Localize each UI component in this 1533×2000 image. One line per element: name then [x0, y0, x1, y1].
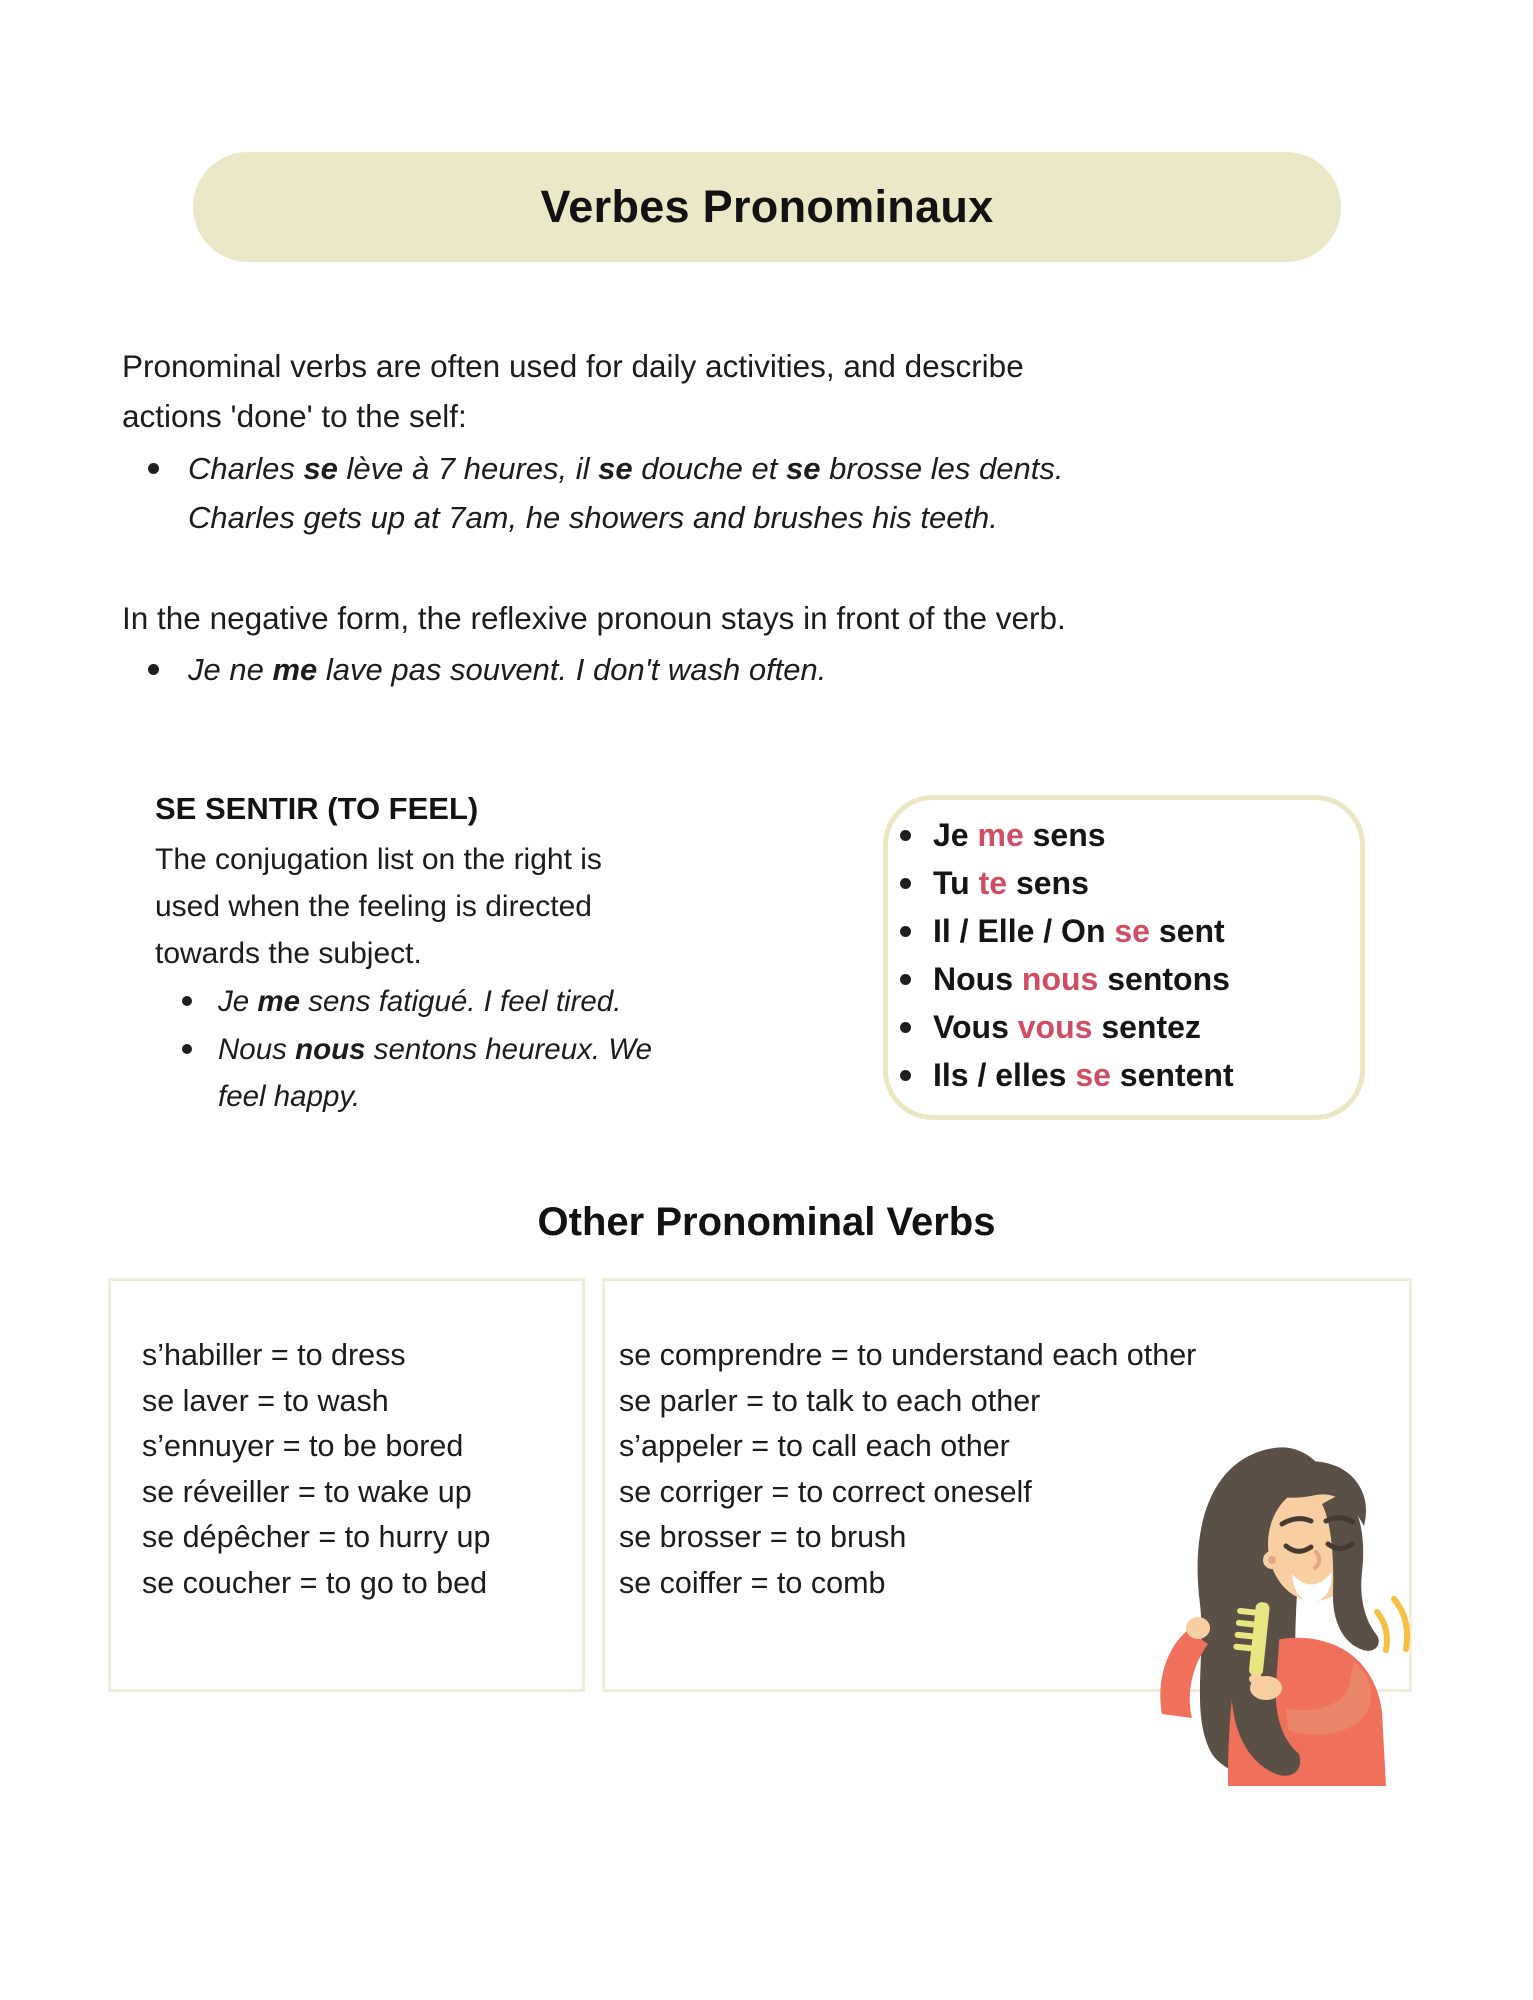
- verb-item: se coiffer = to comb: [619, 1565, 886, 1600]
- se-sentir-description: The conjugation list on the right is used when the feeling is directed towards the subject.: [155, 843, 602, 970]
- conjugation-item: [900, 907, 1360, 955]
- verb-item: s’habiller = to dress: [142, 1338, 406, 1372]
- verb-item: s’appeler = to call each other: [619, 1429, 1010, 1464]
- negative-form-paragraph: In the negative form, the reflexive pronoun stays in front of the verb.: [122, 600, 1066, 636]
- se-sentir-example-text: Je me sens fatigué. I feel tired.: [218, 985, 622, 1018]
- example-negative-text: Je ne me lave pas souvent. I don't wash often.: [188, 652, 827, 687]
- verb-item: se coucher = to go to bed: [142, 1565, 488, 1600]
- other-verbs-heading: Other Pronominal Verbs: [537, 1200, 996, 1244]
- se-sentir-example: [182, 978, 755, 1025]
- conjugation-item: [900, 859, 1360, 907]
- ear-inner: [1268, 1556, 1276, 1564]
- verb-item: se comprendre = to understand each other: [619, 1338, 1197, 1372]
- example-negative: [148, 645, 1388, 694]
- se-sentir-example: [182, 1026, 755, 1120]
- conjugation-item-text: Je me sens: [933, 817, 1106, 853]
- bullet-dot: [900, 859, 933, 889]
- bullet-dot: [148, 645, 188, 675]
- example-daily-routine: [148, 444, 1388, 542]
- verb-item: se corriger = to correct oneself: [619, 1474, 1032, 1509]
- motion-line-icon: [1394, 1599, 1407, 1649]
- conjugation-item-text: Vous vous sentez: [933, 1009, 1201, 1045]
- bullet-dot: [900, 1051, 933, 1081]
- conjugation-item: [900, 1051, 1360, 1099]
- bullet-dot: [900, 1003, 933, 1033]
- conjugation-item-text: Tu te sens: [933, 865, 1089, 901]
- conjugation-item: [900, 1003, 1360, 1051]
- raised-hand: [1186, 1617, 1210, 1639]
- verb-item: se parler = to talk to each other: [619, 1383, 1041, 1418]
- verb-list-left: [111, 1281, 582, 1607]
- conjugation-box: [883, 795, 1365, 1120]
- verb-item: s’ennuyer = to be bored: [142, 1429, 464, 1464]
- motion-line-icon: [1377, 1612, 1387, 1650]
- intro-paragraph: Pronominal verbs are often used for daily activities, and describe actions 'done' to the self:: [122, 348, 1024, 434]
- se-sentir-example-text: Nous nous sentons heureux. We feel happy.: [218, 1033, 652, 1113]
- bullet-dot: [182, 1026, 218, 1054]
- holding-thumb: [1249, 1674, 1263, 1684]
- conjugation-item-text: Il / Elle / On se sent: [933, 913, 1225, 949]
- bullet-dot: [900, 907, 933, 937]
- bullet-dot: [148, 444, 188, 474]
- title-banner: [193, 152, 1341, 262]
- se-sentir-section: [155, 784, 755, 1120]
- conjugation-list: [900, 811, 1360, 1099]
- example-daily-routine-text: Charles se lève à 7 heures, il se douche et se brosse les dents. Charles gets up at 7am, he showers and brushes his teeth.: [188, 451, 1064, 535]
- verb-item: se dépêcher = to hurry up: [142, 1520, 491, 1555]
- conjugation-item-text: Nous nous sentons: [933, 961, 1230, 997]
- bullet-dot: [900, 811, 933, 841]
- woman-combing-hair-illustration: [1146, 1442, 1412, 1786]
- conjugation-item-text: Ils / elles se sentent: [933, 1057, 1234, 1093]
- conjugation-item: [900, 955, 1360, 1003]
- verb-list-box-left: [108, 1278, 585, 1692]
- conjugation-item: [900, 811, 1360, 859]
- verb-item: se réveiller = to wake up: [142, 1474, 472, 1509]
- page-title: Verbes Pronominaux: [540, 181, 994, 232]
- bullet-dot: [182, 978, 218, 1006]
- verb-item: se brosser = to brush: [619, 1520, 907, 1555]
- se-sentir-heading: SE SENTIR (TO FEEL): [155, 791, 479, 826]
- verb-item: se laver = to wash: [142, 1383, 389, 1418]
- bullet-dot: [900, 955, 933, 985]
